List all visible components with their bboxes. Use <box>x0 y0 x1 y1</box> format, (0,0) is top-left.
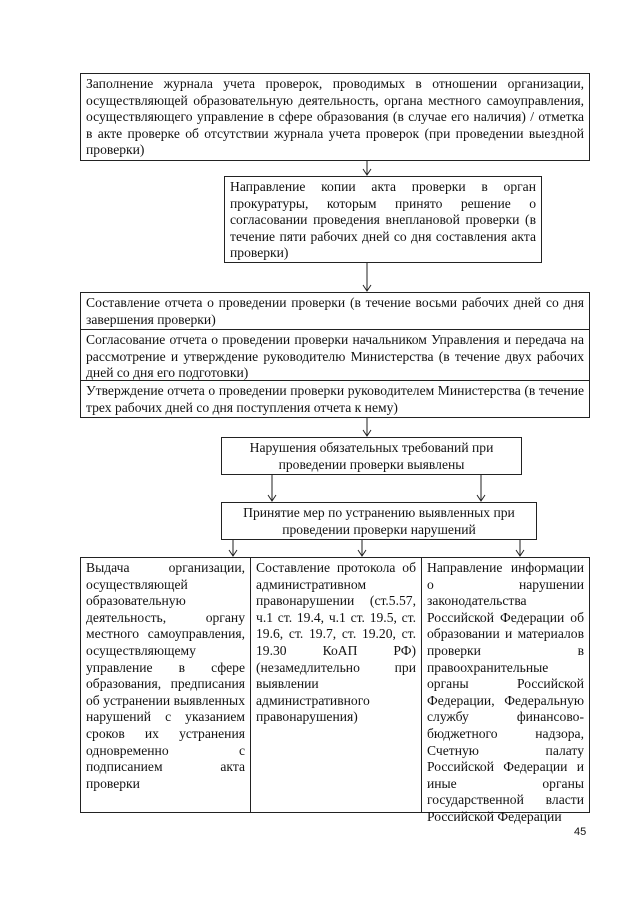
arrow-remedy-to-col1 <box>229 540 237 556</box>
arrow-violations-to-remedy-left <box>268 475 276 501</box>
box-report-approve <box>80 380 590 418</box>
box-journal-entry-text: Заполнение журнала учета проверок, проводимых в отношении организации, осуществляющей образовательную деятельность, органа местного самоуправления, осуществляющего управление в сфере образования (в случае его наличия) / отметка в акте проверке об отсутствии журнала учета проверок (при проведении выездной проверки) <box>86 76 584 158</box>
box-order-issue <box>80 557 251 813</box>
box-prosecutor-copy <box>224 176 542 263</box>
arrow-remedy-to-col2 <box>358 540 366 556</box>
arrow-violations-to-remedy-right <box>477 475 485 501</box>
page-number: 45 <box>574 826 587 838</box>
box-info-to-authorities-text: Направление информации о нарушении законодательства Российской Федерации об образовании и материалов проверки в правоохранительные органы Российской Федерации, Федеральную службу финансово-бюджетного надзора, Счетную палату Российской Федерации и иные органы государственной власти Российской Федерации <box>427 560 584 824</box>
box-remedy-measures <box>221 502 537 540</box>
box-report-approval-submit <box>80 329 590 381</box>
box-admin-protocol-text: Составление протокола об административном правонарушении (ст.5.57, ч.1 ст. 19.4, ч.1 ст. 19.5, ст. 19.6, ст. 19.7, ст. 19.20, ст. 19.30 КоАП РФ) (незамедлительно при выявлении административного правонарушения) <box>256 560 416 725</box>
box-admin-protocol <box>250 557 422 813</box>
box-violations-found <box>221 437 522 475</box>
box-report-approval-submit-text: Согласование отчета о проведении проверки начальником Управления и передача на рассмотрение и утверждение руководителю Министерства (в течение двух рабочих дней со дня его подготовки) <box>86 332 584 381</box>
box-prosecutor-copy-text: Направление копии акта проверки в орган прокуратуры, которым принято решение о согласовании проведения внеплановой проверки (в течение пяти рабочих дней со дня составления акта проверки) <box>230 179 536 261</box>
arrow-box2-to-report <box>363 263 371 291</box>
arrow-remedy-to-col3 <box>516 540 524 556</box>
box-journal-entry <box>80 73 590 161</box>
box-info-to-authorities <box>421 557 590 824</box>
box-report-compile <box>80 292 590 330</box>
arrow-box1-to-box2 <box>363 161 371 175</box>
box-report-compile-text: Составление отчета о проведении проверки (в течение восьми рабочих дней со дня завершения проверки) <box>86 295 584 327</box>
box-remedy-measures-text: Принятие мер по устранению выявленных при проведении проверки нарушений <box>243 505 515 537</box>
box-report-approve-text: Утверждение отчета о проведении проверки руководителем Министерства (в течение трех рабочих дней со дня поступления отчета к нему) <box>86 383 584 415</box>
arrow-report-to-violations <box>363 418 371 436</box>
box-order-issue-text: Выдача организации, осуществляющей образовательную деятельность, органу местного самоуправления, осуществляющему управление в сфере образования, предписания об устранении выявленных нарушений с указанием сроков их устранения одновременно с подписанием акта проверки <box>86 560 245 791</box>
box-violations-found-text: Нарушения обязательных требований при проведении проверки выявлены <box>249 440 494 472</box>
